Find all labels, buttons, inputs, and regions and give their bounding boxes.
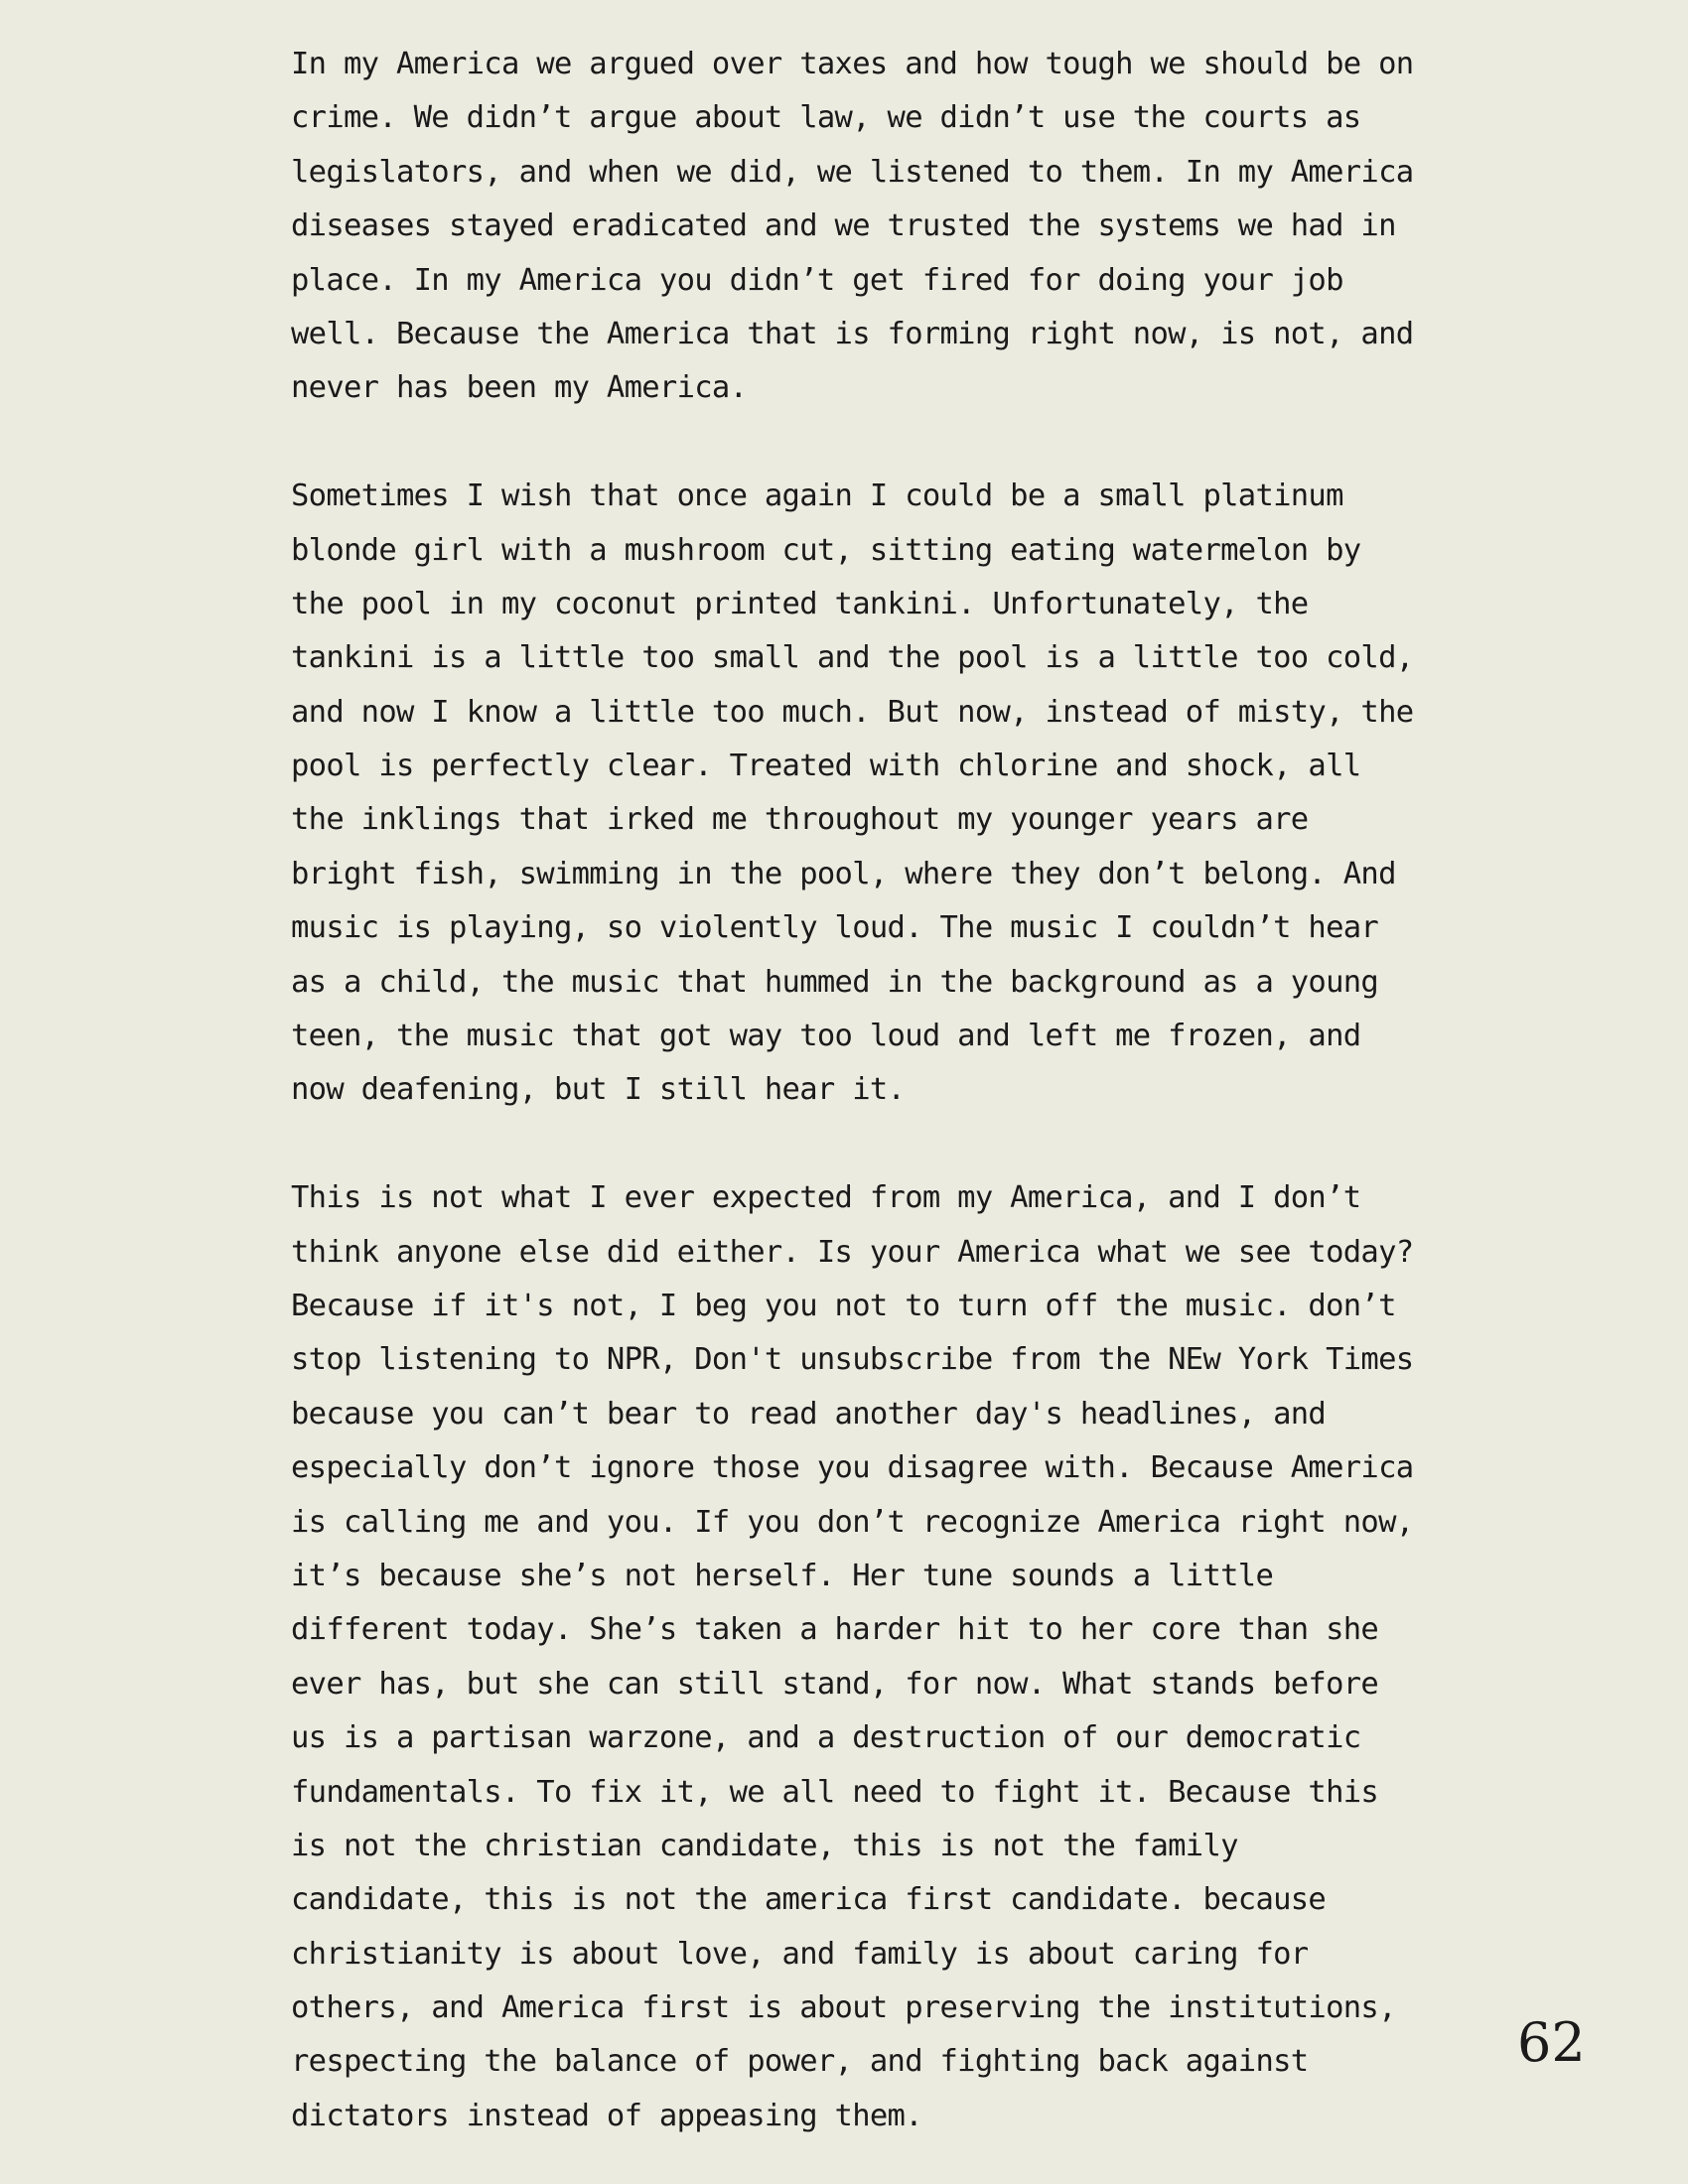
text-line: bright fish, swimming in the pool, where they don’t belong. And bbox=[291, 856, 1396, 891]
paragraph-3 bbox=[291, 1171, 1463, 2143]
text-line: christianity is about love, and family is about caring for bbox=[291, 1936, 1309, 1972]
paragraph-spacer bbox=[291, 1118, 1463, 1171]
text-line: diseases stayed eradicated and we trusted the systems we had in bbox=[291, 208, 1396, 244]
text-line: fundamentals. To fix it, we all need to fight it. Because this bbox=[291, 1774, 1379, 1810]
paragraph-2 bbox=[291, 470, 1463, 1118]
text-line: place. In my America you didn’t get fired for doing your job bbox=[291, 262, 1343, 298]
text-line: because you can’t bear to read another day's headlines, and bbox=[291, 1396, 1327, 1432]
paragraph-spacer bbox=[291, 416, 1463, 470]
text-line: tankini is a little too small and the pool is a little too cold, bbox=[291, 640, 1414, 676]
text-line: it’s because she’s not herself. Her tune sounds a little bbox=[291, 1558, 1274, 1593]
text-line: teen, the music that got way too loud and left me frozen, and bbox=[291, 1019, 1361, 1054]
text-line: In my America we argued over taxes and how tough we should be on bbox=[291, 47, 1414, 81]
text-line: stop listening to NPR, Don't unsubscribe from the NEw York Times bbox=[291, 1342, 1414, 1378]
text-line: ever has, but she can still stand, for now. What stands before bbox=[291, 1666, 1379, 1702]
text-line: different today. She’s taken a harder hit to her core than she bbox=[291, 1612, 1379, 1648]
text-line: well. Because the America that is forming right now, is not, and bbox=[291, 316, 1414, 351]
text-line: is calling me and you. If you don’t recognize America right now, bbox=[291, 1504, 1414, 1540]
text-line: as a child, the music that hummed in the background as a young bbox=[291, 964, 1379, 1000]
text-line: is not the christian candidate, this is not the family bbox=[291, 1828, 1238, 1863]
text-line: blonde girl with a mushroom cut, sitting eating watermelon by bbox=[291, 532, 1361, 568]
text-line: music is playing, so violently loud. The music I couldn’t hear bbox=[291, 910, 1379, 946]
paragraph-1 bbox=[291, 38, 1463, 416]
body-text bbox=[291, 38, 1463, 2143]
text-line: dictators instead of appeasing them. bbox=[291, 2098, 922, 2133]
text-line: the inklings that irked me throughout my younger years are bbox=[291, 802, 1309, 838]
text-line: the pool in my coconut printed tankini. Unfortunately, the bbox=[291, 586, 1309, 621]
page-number: 62 bbox=[1517, 2011, 1586, 2074]
text-line: others, and America first is about preserving the institutions, bbox=[291, 1990, 1396, 2026]
text-line: think anyone else did either. Is your America what we see today? bbox=[291, 1234, 1414, 1270]
text-line: legislators, and when we did, we listened to them. In my America bbox=[291, 154, 1414, 190]
text-line: Because if it's not, I beg you not to turn off the music. don’t bbox=[291, 1288, 1396, 1323]
text-line: respecting the balance of power, and fighting back against bbox=[291, 2044, 1309, 2080]
text-line: pool is perfectly clear. Treated with chlorine and shock, all bbox=[291, 749, 1361, 784]
text-line: Sometimes I wish that once again I could be a small platinum bbox=[291, 478, 1343, 514]
text-line: and now I know a little too much. But now, instead of misty, the bbox=[291, 694, 1414, 730]
text-line: us is a partisan warzone, and a destruction of our democratic bbox=[291, 1720, 1361, 1756]
text-line: now deafening, but I still hear it. bbox=[291, 1072, 906, 1108]
text-line: especially don’t ignore those you disagree with. Because America bbox=[291, 1450, 1414, 1486]
text-line: never has been my America. bbox=[291, 370, 748, 406]
text-line: crime. We didn’t argue about law, we didn’t use the courts as bbox=[291, 100, 1361, 136]
text-line: candidate, this is not the america first candidate. because bbox=[291, 1882, 1327, 1918]
text-line: This is not what I ever expected from my America, and I don’t bbox=[291, 1180, 1361, 1216]
